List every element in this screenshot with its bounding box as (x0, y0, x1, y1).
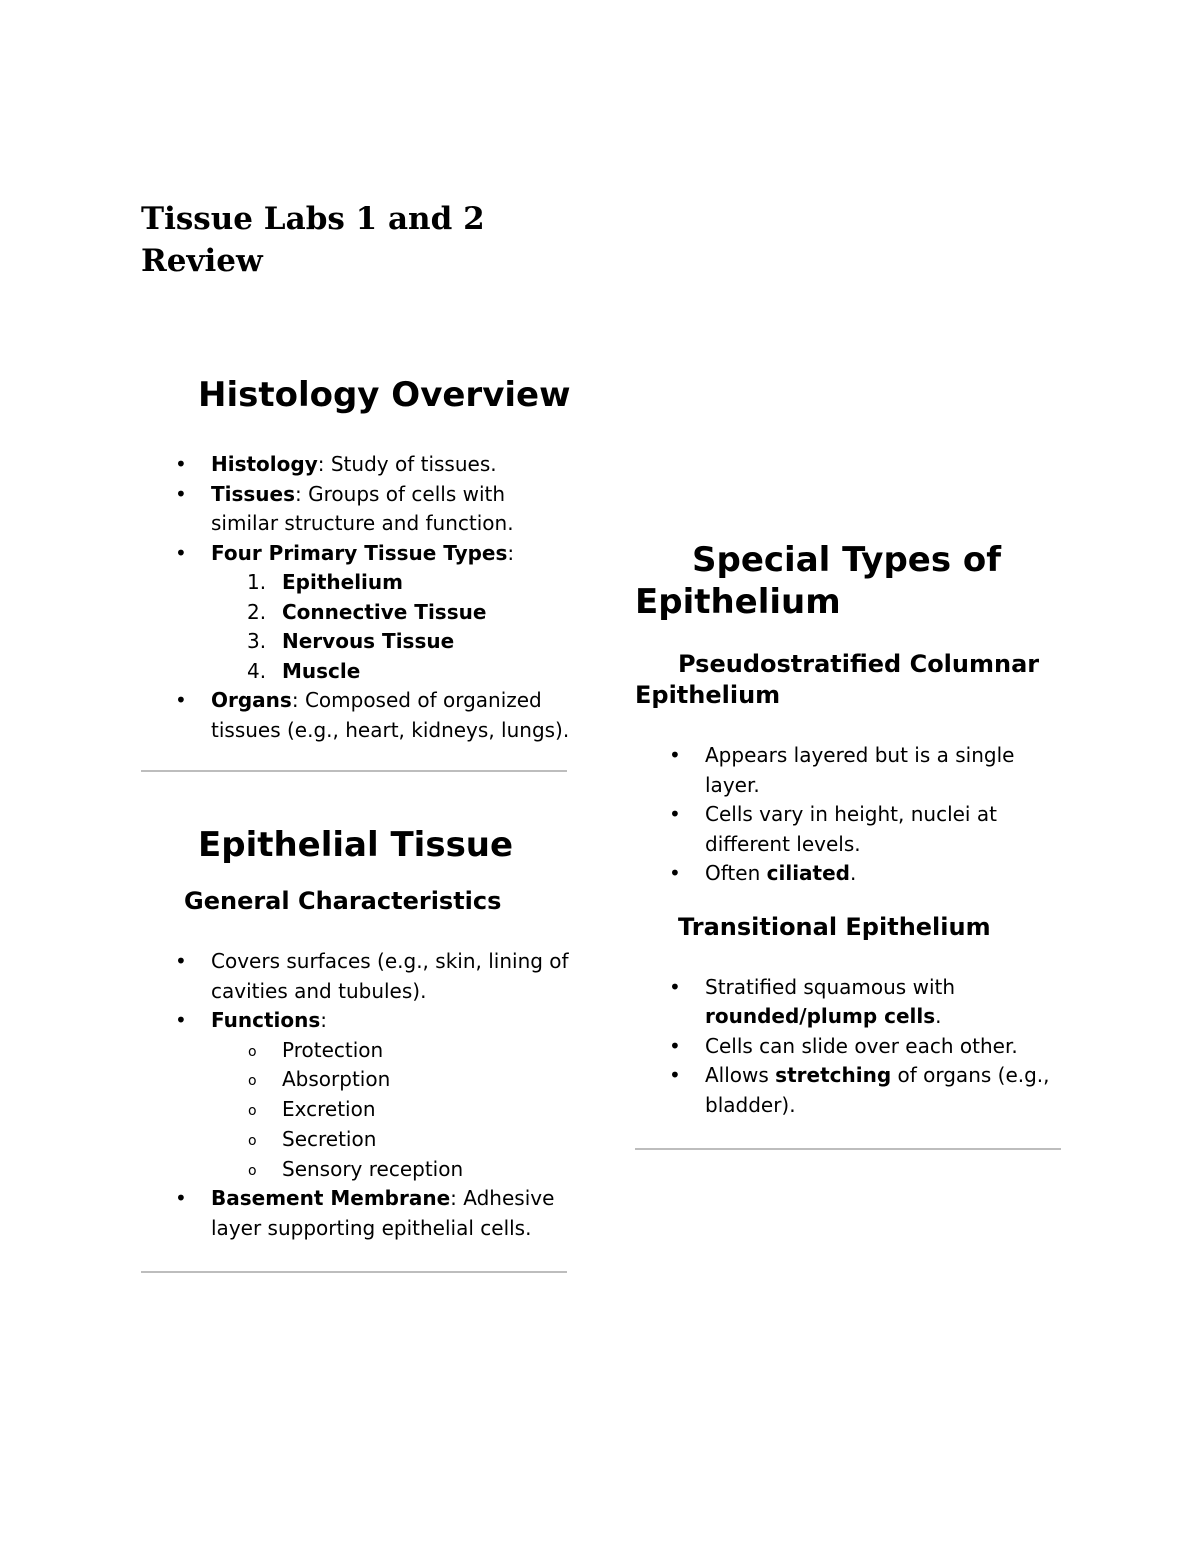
term: Four Primary Tissue Types (211, 540, 508, 565)
definition: Adhesive layer supporting epithelial cells. (211, 1186, 555, 1240)
item-number: 1. (247, 570, 267, 594)
tissue-type-item (141, 598, 571, 628)
left-column (141, 374, 571, 1273)
tissue-type-label: Muscle (282, 658, 361, 683)
item-number: 3. (247, 629, 267, 653)
histology-list (141, 450, 571, 745)
horizontal-rule (141, 770, 567, 772)
list-item (141, 539, 571, 687)
text: Allows (705, 1063, 776, 1087)
list-item (141, 480, 571, 539)
tissue-types-list (141, 568, 571, 686)
separator: : (320, 1008, 328, 1032)
list-item: • Cells vary in height, nuclei at different levels. (635, 800, 1065, 859)
separator: : (295, 481, 309, 506)
definition: Study of tissues. (330, 452, 497, 476)
list-item (141, 686, 571, 745)
histology-overview-heading: Histology Overview (198, 375, 571, 415)
emphasis: rounded/plump cells (705, 1004, 936, 1028)
term: Histology (211, 452, 318, 476)
separator: : (291, 688, 305, 712)
item-number: 2. (247, 599, 267, 624)
general-characteristics-heading: General Characteristics (184, 887, 502, 915)
definition: Groups of cells with similar structure and function. (211, 481, 514, 535)
item-number: 4. (247, 658, 267, 683)
function-item: o Excretion (141, 1095, 571, 1125)
tissue-type-label: Connective Tissue (282, 599, 487, 624)
tissue-type-item (141, 627, 571, 657)
term: Tissues (211, 481, 296, 506)
text: Stratified squamous with (705, 974, 956, 999)
list-item (141, 450, 571, 480)
list-item (635, 1061, 1065, 1120)
list-item (141, 1006, 571, 1184)
list-item: • Covers surfaces (e.g., skin, lining of cavities and tubules). (141, 947, 571, 1006)
separator: : (317, 452, 331, 476)
list-item (635, 859, 1065, 889)
text: . (849, 861, 857, 885)
term: Organs (211, 688, 292, 712)
function-item: o Secretion (141, 1125, 571, 1155)
horizontal-rule (141, 1271, 567, 1273)
separator: : (507, 540, 515, 565)
list-item: • Appears layered but is a single layer. (635, 741, 1065, 800)
functions-list (141, 1036, 571, 1185)
emphasis: stretching (775, 1063, 892, 1087)
transitional-list (635, 973, 1065, 1121)
function-item: o Protection (141, 1036, 571, 1066)
function-item: o Absorption (141, 1065, 571, 1095)
list-item: • Cells can slide over each other. (635, 1032, 1065, 1062)
pseudostratified-heading: Pseudostratified Columnar Epithelium (635, 650, 1040, 709)
pseudostratified-list (635, 741, 1065, 889)
list-item (635, 973, 1065, 1032)
definition: Composed of organized tissues (e.g., heart, kidneys, lungs). (211, 688, 570, 742)
horizontal-rule (635, 1148, 1061, 1150)
special-types-heading: Special Types of Epithelium (635, 540, 1002, 622)
characteristics-list (141, 947, 571, 1243)
tissue-type-label: Nervous Tissue (282, 629, 455, 653)
term: Basement Membrane (211, 1186, 451, 1211)
document-title: Tissue Labs 1 and 2 Review (141, 201, 485, 279)
tissue-type-label: Epithelium (282, 570, 403, 594)
function-item: o Sensory reception (141, 1155, 571, 1185)
separator: : (450, 1186, 464, 1211)
tissue-type-item (141, 657, 571, 687)
text: . (935, 1004, 942, 1028)
epithelial-tissue-heading: Epithelial Tissue (198, 825, 514, 865)
text: of organs (e.g., bladder). (705, 1063, 1050, 1117)
tissue-type-item (141, 568, 571, 598)
right-column (635, 539, 1065, 1150)
emphasis: ciliated (766, 861, 850, 885)
term: Functions (211, 1008, 321, 1032)
list-item (141, 1184, 571, 1243)
transitional-heading: Transitional Epithelium (678, 912, 991, 941)
text: Often (705, 861, 767, 885)
